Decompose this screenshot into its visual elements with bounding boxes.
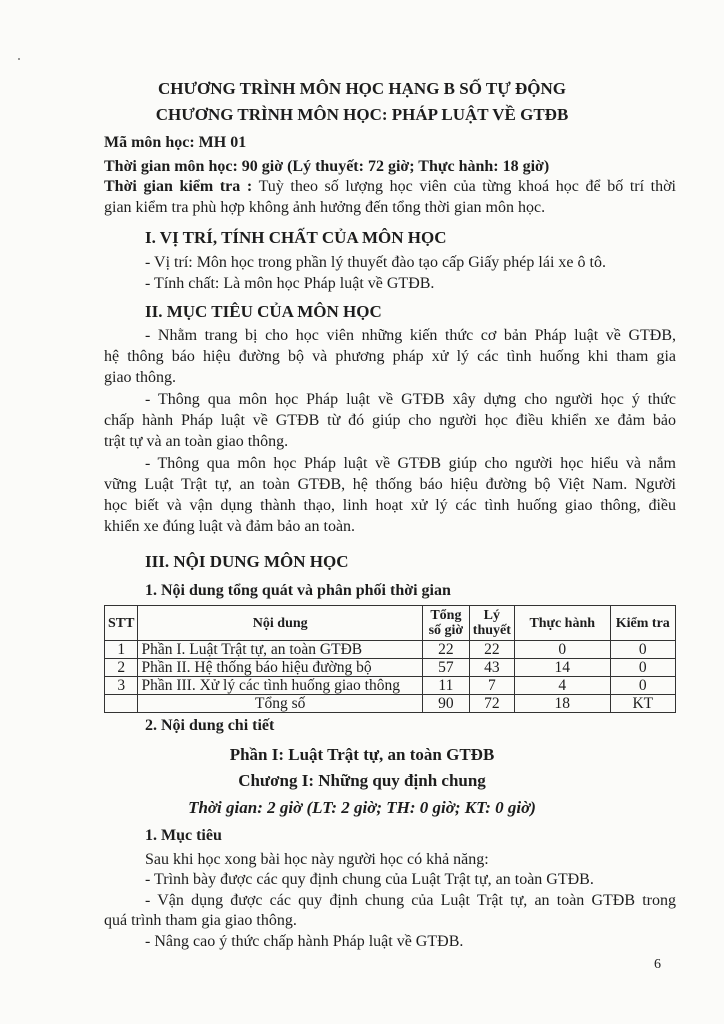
exam-time-line-2: gian kiểm tra phù hợp không ảnh hưởng đến tổng thời gian môn học. [104,199,546,216]
subsection-heading: 2. Nội dung chi tiết [145,717,275,734]
document-title: CHƯƠNG TRÌNH MÔN HỌC HẠNG B SỐ TỰ ĐỘNG [157,79,567,98]
table-cell: Tổng số [138,695,423,713]
section-heading: III. NỘI DUNG MÔN HỌC [145,552,349,571]
table-cell: 22 [469,641,514,659]
table-cell: 0 [514,641,610,659]
text-line: - Thông qua môn học Pháp luật về GTĐB giúp cho người học hiểu và nắm [145,455,676,472]
section-heading: I. VỊ TRÍ, TÍNH CHẤT CỦA MÔN HỌC [145,228,447,247]
table-cell: 18 [514,695,610,713]
table-cell [105,695,138,713]
table-cell: KT [610,695,675,713]
chapter-time: Thời gian: 2 giờ (LT: 2 giờ; TH: 0 giờ; KT: 0 giờ) [188,798,536,817]
text-line: - Nâng cao ý thức chấp hành Pháp luật về GTĐB. [145,933,464,950]
exam-time-label: Thời gian kiểm tra : [104,178,253,195]
scan-speck [18,58,20,60]
text-line: - Vị trí: Môn học trong phần lý thuyết đào tạo cấp Giấy phép lái xe ô tô. [145,254,606,271]
table-cell: 90 [423,695,470,713]
objective-heading: 1. Mục tiêu [145,827,222,844]
header-cell: Thực hành [514,606,610,641]
table-cell: 4 [514,677,610,695]
time-allocation-table [104,605,676,713]
table-header-row [105,606,676,641]
text-line: - Nhằm trang bị cho học viên những kiến thức cơ bản Pháp luật về GTĐB, [145,327,676,344]
table-cell: 72 [469,695,514,713]
text-line: trật tự và an toàn giao thông. [104,433,289,450]
header-cell: Tổng số giờ [423,606,470,641]
course-time: Thời gian môn học: 90 giờ (Lý thuyết: 72 giờ; Thực hành: 18 giờ) [104,158,550,175]
subsection-heading: 1. Nội dung tổng quát và phân phối thời gian [145,582,451,599]
text-line: học biết và vận dụng thành thạo, linh hoạt xử lý các tình huống giao thông, điều [104,497,676,514]
table-row [105,677,676,695]
table-cell: 22 [423,641,470,659]
table-total-row [105,695,676,713]
text-line: vững Luật Trật tự, an toàn GTĐB, hệ thống báo hiệu đường bộ Việt Nam. Người [104,476,676,493]
section-heading: II. MỤC TIÊU CỦA MÔN HỌC [145,302,382,321]
table-cell: 43 [469,659,514,677]
text-line: Sau khi học xong bài học này người học có khả năng: [145,851,489,868]
text-line: - Vận dụng được các quy định chung của Luật Trật tự, an toàn GTĐB trong [145,892,676,909]
header-cell: Kiểm tra [610,606,675,641]
page-number: 6 [654,957,661,972]
text-line: - Trình bày được các quy định chung của Luật Trật tự, an toàn GTĐB. [145,871,594,888]
header-cell: Nội dung [138,606,423,641]
table-cell: 3 [105,677,138,695]
table-cell: 2 [105,659,138,677]
table-cell: 57 [423,659,470,677]
table-cell: Phần III. Xử lý các tình huống giao thông [138,677,423,695]
table-cell: 11 [423,677,470,695]
table-cell: 1 [105,641,138,659]
text-line: hệ thông báo hiệu đường bộ và phương pháp xử lý các tình huống khi tham gia [104,348,676,365]
text-line: khiển xe đúng luật và đảm bảo an toàn. [104,518,356,535]
text-line: quá trình tham gia giao thông. [104,912,297,929]
table-cell: 0 [610,641,675,659]
table-cell: 14 [514,659,610,677]
text-line: - Tính chất: Là môn học Pháp luật về GTĐB. [145,275,435,292]
table-row [105,641,676,659]
header-cell: Lý thuyết [469,606,514,641]
text-line: chấp hành Pháp luật về GTĐB từ đó giúp cho người học điều khiển xe đảm bảo [104,412,676,429]
text-line: giao thông. [104,369,176,386]
exam-time-line-1: Thời gian kiểm tra : Tuỳ theo số lượng học viên của từng khoá học để bố trí thời [104,178,677,195]
chapter-title: Chương I: Những quy định chung [238,771,486,790]
table-cell: Phần I. Luật Trật tự, an toàn GTĐB [138,641,423,659]
header-cell: STT [105,606,138,641]
text-line: - Thông qua môn học Pháp luật về GTĐB xây dựng cho người học ý thức [145,391,676,408]
table-cell: 0 [610,659,675,677]
part-title: Phần I: Luật Trật tự, an toàn GTĐB [229,745,495,764]
table-cell: 0 [610,677,675,695]
table-row [105,659,676,677]
document-subtitle: CHƯƠNG TRÌNH MÔN HỌC: PHÁP LUẬT VỀ GTĐB [155,105,569,124]
table-cell: 7 [469,677,514,695]
course-code: Mã môn học: MH 01 [104,134,247,151]
table-cell: Phần II. Hệ thống báo hiệu đường bộ [138,659,423,677]
